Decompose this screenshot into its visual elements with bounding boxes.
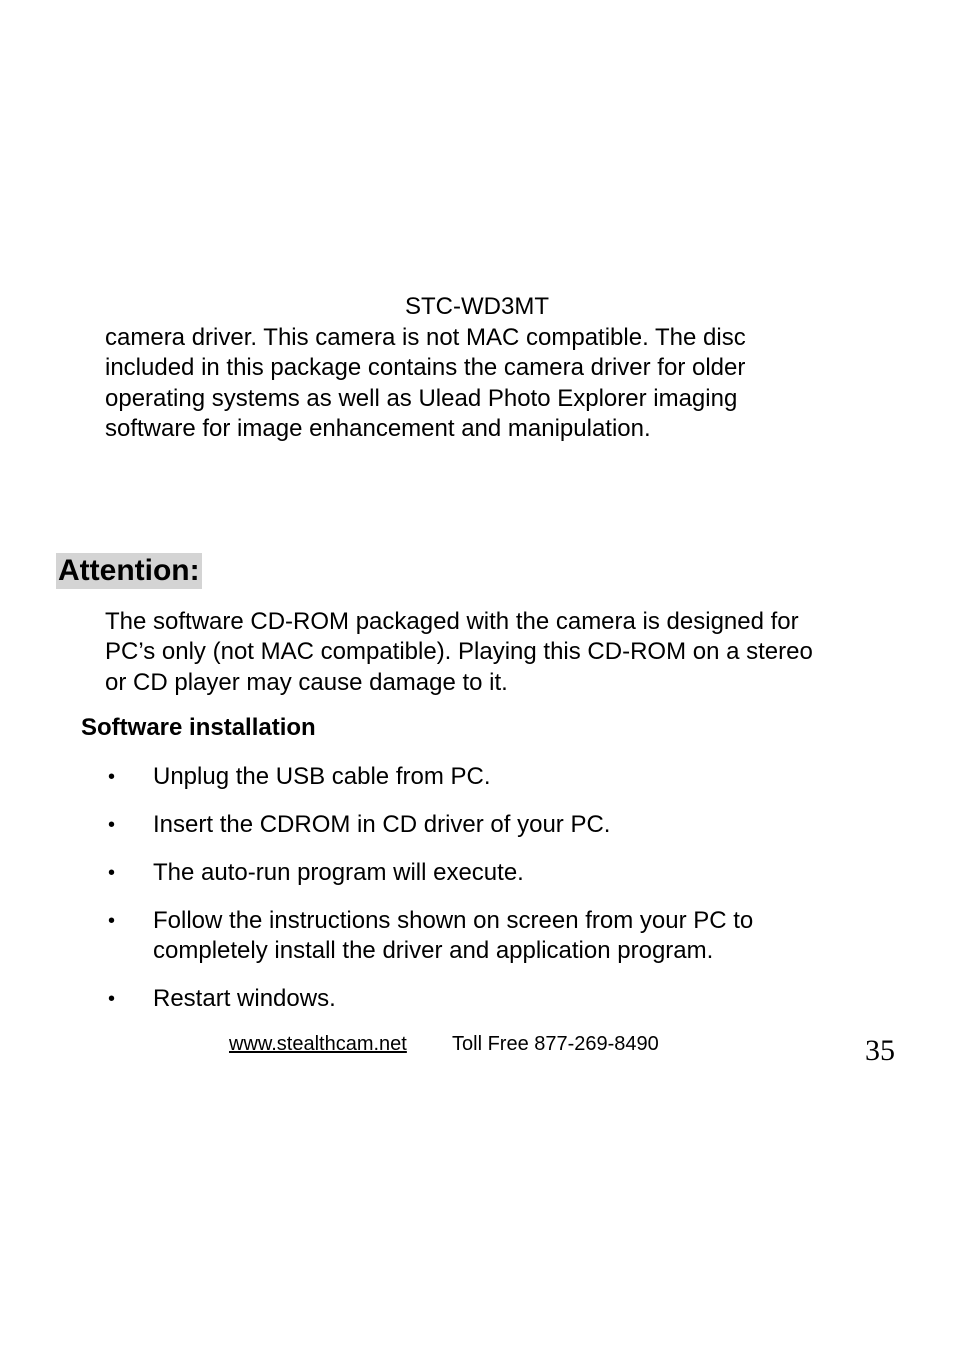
step-text: The auto-run program will execute.: [153, 859, 524, 886]
intro-paragraph: [105, 323, 746, 444]
attention-line: or CD player may cause damage to it.: [105, 668, 508, 696]
step-text: Follow the instructions shown on screen from your PC to: [153, 907, 754, 934]
bullet-icon: •: [108, 988, 116, 1010]
intro-line: operating systems as well as Ulead Photo Explorer imaging: [105, 384, 738, 412]
bullet-icon: •: [108, 766, 116, 788]
installation-steps-list: [0, 762, 954, 1032]
step-text: Restart windows.: [153, 985, 336, 1012]
step-text: Unplug the USB cable from PC.: [153, 763, 491, 790]
intro-line: camera driver. This camera is not MAC compatible. The disc: [105, 324, 746, 351]
step-text: completely install the driver and application program.: [153, 937, 714, 964]
list-item: [0, 906, 954, 966]
bullet-icon: •: [108, 862, 116, 884]
attention-line: PC’s only (not MAC compatible). Playing this CD-ROM on a stereo: [105, 638, 813, 666]
toll-free-phone: Toll Free 877-269-8490: [452, 1033, 659, 1055]
model-number: STC-WD3MT: [405, 293, 549, 320]
attention-heading: Attention:: [58, 554, 200, 587]
list-item: [0, 762, 954, 792]
bullet-icon: •: [108, 814, 116, 836]
bullet-icon: •: [108, 910, 116, 932]
step-text: Insert the CDROM in CD driver of your PC.: [153, 811, 611, 838]
intro-line: software for image enhancement and manipulation.: [105, 414, 651, 442]
website-link[interactable]: www.stealthcam.net: [229, 1033, 407, 1055]
software-installation-heading: Software installation: [81, 714, 316, 741]
intro-line: included in this package contains the camera driver for older: [105, 354, 746, 382]
list-item: [0, 984, 954, 1014]
page-number: 35: [865, 1034, 895, 1067]
list-item: [0, 858, 954, 888]
attention-paragraph: [105, 607, 813, 698]
attention-line: The software CD-ROM packaged with the camera is designed for: [105, 608, 799, 635]
list-item: [0, 810, 954, 840]
